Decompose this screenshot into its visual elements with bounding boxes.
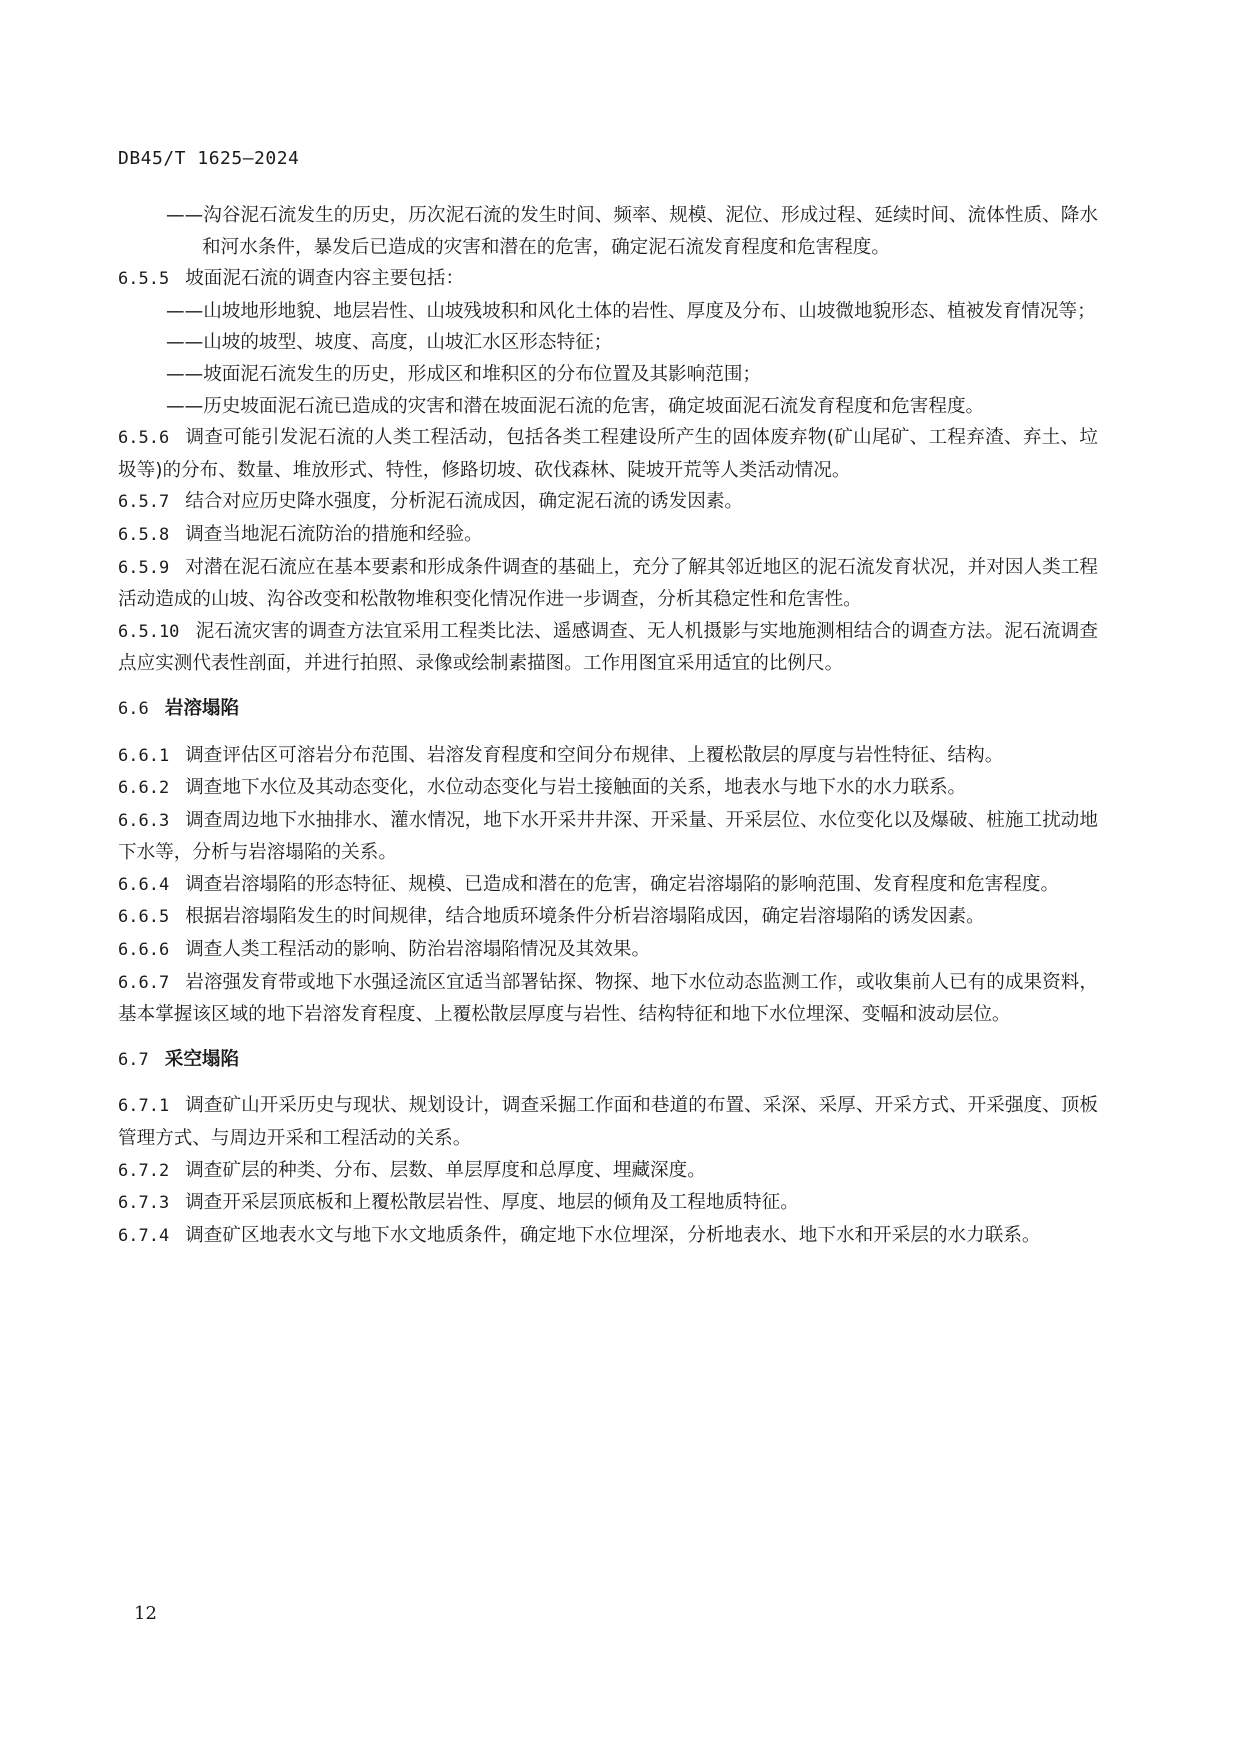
section-title: 岩溶塌陷 <box>164 697 240 719</box>
clause-text: 结合对应历史降水强度，分析泥石流成因，确定泥石流的诱发因素。 <box>185 491 744 513</box>
clause-6-5-5 <box>118 263 1098 296</box>
list-item-text: 山坡地形地貌、地层岩性、山坡残坡积和风化土体的岩性、厚度及分布、山坡微地貌形态、植被发育情况等； <box>203 300 1096 322</box>
clause-6-5-7 <box>118 486 1098 519</box>
clause-text: 调查岩溶塌陷的形态特征、规模、已造成和潜在的危害，确定岩溶塌陷的影响范围、发育程度和危害程度。 <box>185 873 1060 895</box>
clause-6-7-2 <box>118 1155 1098 1188</box>
list-item-continued <box>154 200 1098 263</box>
clause-6-5-10 <box>118 616 1098 680</box>
page-number: 12 <box>134 1603 157 1624</box>
clause-6-7-1 <box>118 1090 1098 1154</box>
em-dash: —— <box>166 363 204 385</box>
clause-number: 6.6.6 <box>118 940 170 961</box>
list-item-text: 沟谷泥石流发生的历史，历次泥石流的发生时间、频率、规模、泥位、形成过程、延续时间、流体性质、降水和河水条件，暴发后已造成的灾害和潜在的危害，确定泥石流发育程度和危害程度。 <box>202 205 1098 258</box>
page-content <box>118 200 1098 1252</box>
section-number: 6.6 <box>118 698 149 719</box>
section-heading-6-6 <box>118 693 1098 726</box>
em-dash: —— <box>166 300 204 322</box>
clause-number: 6.6.2 <box>118 778 170 799</box>
clause-number: 6.5.9 <box>118 557 170 578</box>
section-heading-6-7 <box>118 1044 1098 1077</box>
list-item-text: 历史坡面泥石流已造成的灾害和潜在坡面泥石流的危害，确定坡面泥石流发育程度和危害程度。 <box>203 395 985 417</box>
clause-text: 根据岩溶塌陷发生的时间规律，结合地质环境条件分析岩溶塌陷成因，确定岩溶塌陷的诱发因素。 <box>185 906 985 928</box>
clause-number: 6.7.1 <box>118 1096 170 1117</box>
document-code-header: DB45/T 1625—2024 <box>118 148 300 169</box>
clause-number: 6.7.2 <box>118 1160 170 1181</box>
clause-text: 泥石流灾害的调查方法宜采用工程类比法、遥感调查、无人机摄影与实地施测相结合的调查方法。泥石流调查点应实测代表性剖面，并进行拍照、录像或绘制素描图。工作用图宜采用适宜的比例尺。 <box>118 620 1098 675</box>
clause-text: 调查矿区地表水文与地下水文地质条件，确定地下水位埋深，分析地表水、地下水和开采层的水力联系。 <box>185 1224 1041 1246</box>
clause-text: 调查矿山开采历史与现状、规划设计，调查采掘工作面和巷道的布置、采深、采厚、开采方式、开采强度、顶板管理方式、与周边开采和工程活动的关系。 <box>118 1095 1098 1150</box>
clause-text: 调查矿层的种类、分布、层数、单层厚度和总厚度、埋藏深度。 <box>185 1159 706 1181</box>
clause-6-6-3 <box>118 805 1098 869</box>
list-item <box>154 391 1098 423</box>
clause-6-6-5 <box>118 901 1098 934</box>
clause-6-6-1 <box>118 740 1098 773</box>
clause-number: 6.5.5 <box>118 269 170 290</box>
clause-text: 调查评估区可溶岩分布范围、岩溶发育程度和空间分布规律、上覆松散层的厚度与岩性特征、结构。 <box>185 744 1004 766</box>
clause-text: 调查当地泥石流防治的措施和经验。 <box>185 523 483 545</box>
list-item-text: 坡面泥石流发生的历史，形成区和堆积区的分布位置及其影响范围； <box>203 363 762 385</box>
clause-number: 6.6.3 <box>118 810 170 831</box>
clause-number: 6.6.4 <box>118 874 170 895</box>
section-title: 采空塌陷 <box>164 1048 240 1070</box>
list-item <box>154 327 1098 359</box>
clause-6-6-6 <box>118 934 1098 967</box>
clause-6-6-2 <box>118 772 1098 805</box>
clause-6-5-8 <box>118 519 1098 552</box>
clause-6-6-4 <box>118 869 1098 902</box>
clause-text: 调查开采层顶底板和上覆松散层岩性、厚度、地层的倾角及工程地质特征。 <box>185 1192 799 1214</box>
clause-number: 6.5.8 <box>118 524 170 545</box>
clause-text: 岩溶强发育带或地下水强迳流区宜适当部署钻探、物探、地下水位动态监测工作，或收集前人已有的成果资料，基本掌握该区域的地下岩溶发育程度、上覆松散层厚度与岩性、结构特征和地下水位埋深、变幅和波动层位。 <box>118 971 1098 1026</box>
list-item-text: 山坡的坡型、坡度、高度，山坡汇水区形态特征； <box>203 332 613 354</box>
clause-text: 调查人类工程活动的影响、防治岩溶塌陷情况及其效果。 <box>185 939 651 961</box>
clause-text: 坡面泥石流的调查内容主要包括： <box>185 268 465 290</box>
em-dash: —— <box>166 332 204 354</box>
clause-number: 6.7.4 <box>118 1225 170 1246</box>
clause-number: 6.6.5 <box>118 907 170 928</box>
clause-number: 6.5.7 <box>118 492 170 513</box>
clause-6-7-4 <box>118 1220 1098 1253</box>
clause-number: 6.5.10 <box>118 621 180 642</box>
clause-6-5-6 <box>118 422 1098 486</box>
section-number: 6.7 <box>118 1049 149 1070</box>
clause-number: 6.6.1 <box>118 745 170 766</box>
clause-text: 调查地下水位及其动态变化，水位动态变化与岩土接触面的关系，地表水与地下水的水力联系。 <box>185 777 967 799</box>
clause-text: 调查可能引发泥石流的人类工程活动，包括各类工程建设所产生的固体废弃物(矿山尾矿、工程弃渣、弃土、垃圾等)的分布、数量、堆放形式、特性，修路切坡、砍伐森林、陡坡开荒等人类活动情况。 <box>118 427 1098 481</box>
clause-text: 调查周边地下水抽排水、灌水情况，地下水开采井井深、开采量、开采层位、水位变化以及爆破、桩施工扰动地下水等，分析与岩溶塌陷的关系。 <box>118 809 1098 864</box>
clause-number: 6.5.6 <box>118 428 170 449</box>
clause-6-6-7 <box>118 967 1098 1031</box>
em-dash: —— <box>166 205 204 226</box>
clause-6-5-9 <box>118 552 1098 616</box>
clause-number: 6.7.3 <box>118 1193 170 1214</box>
clause-6-7-3 <box>118 1187 1098 1220</box>
em-dash: —— <box>166 395 204 417</box>
list-item <box>154 359 1098 391</box>
clause-text: 对潜在泥石流应在基本要素和形成条件调查的基础上，充分了解其邻近地区的泥石流发育状况，并对因人类工程活动造成的山坡、沟谷改变和松散物堆积变化情况作进一步调查，分析其稳定性和危害性。 <box>118 556 1098 611</box>
clause-number: 6.6.7 <box>118 972 170 993</box>
list-item <box>154 296 1098 328</box>
